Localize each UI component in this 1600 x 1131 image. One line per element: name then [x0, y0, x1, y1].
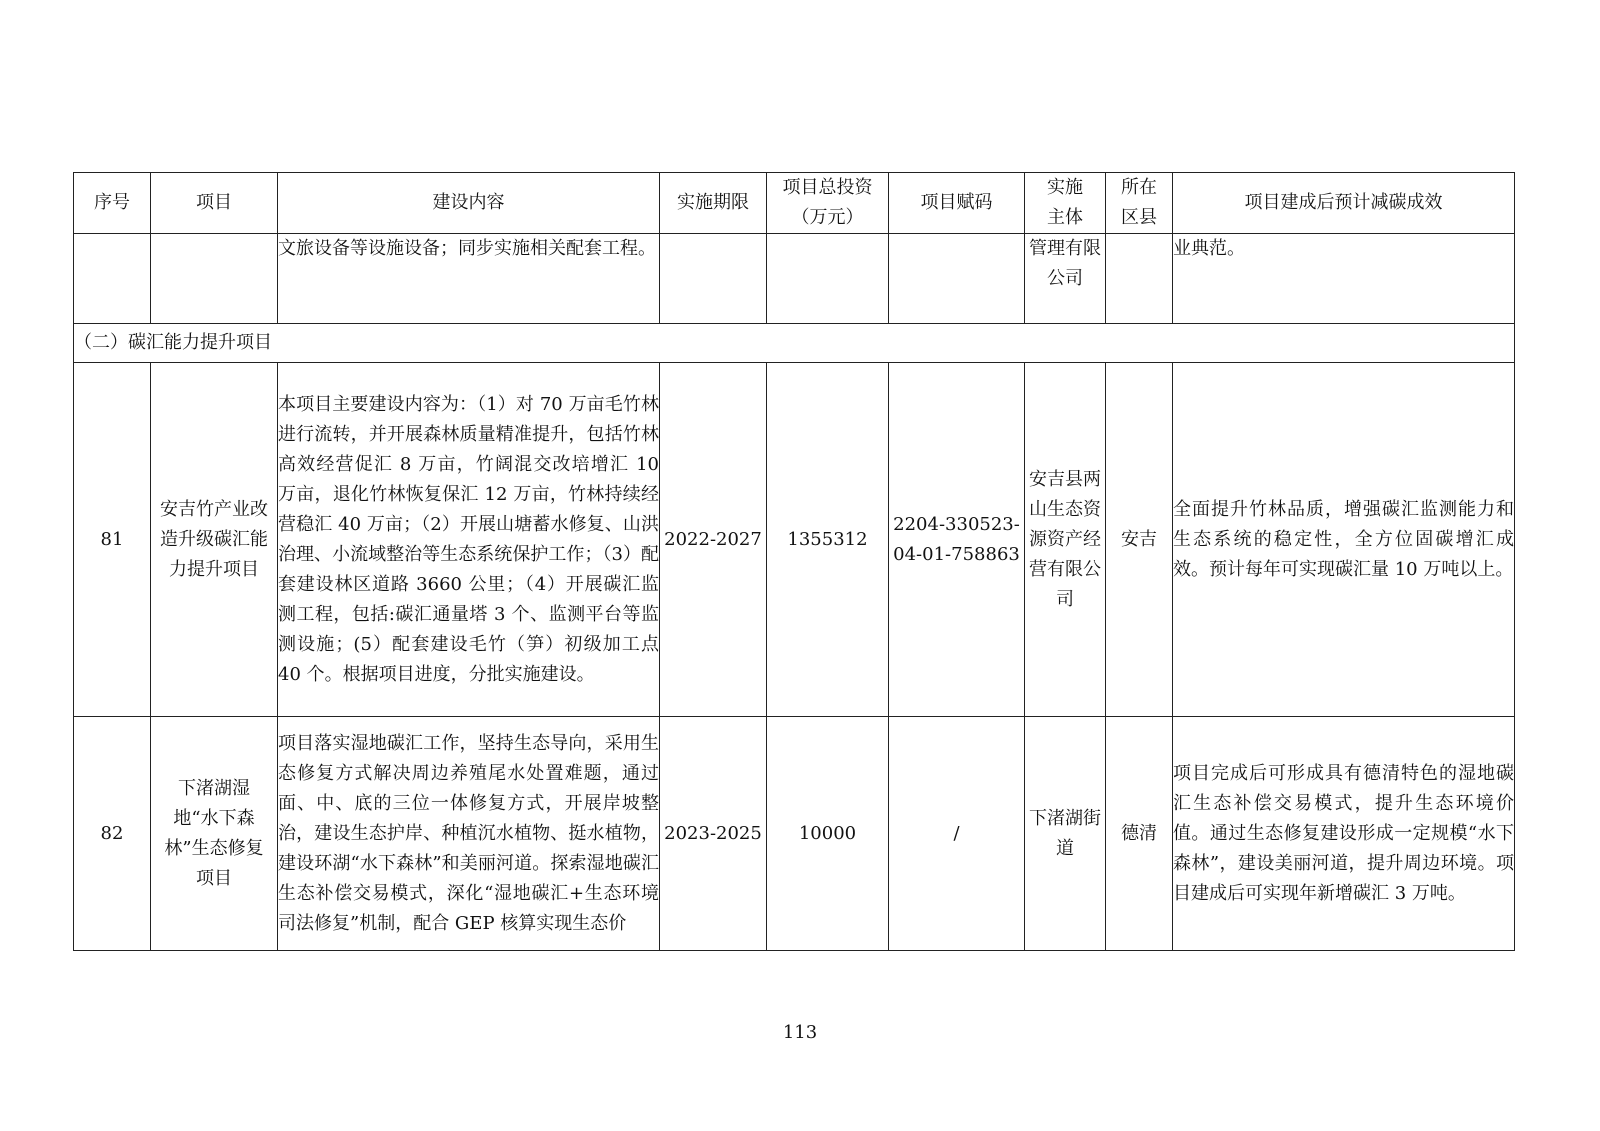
cell-content: 文旅设备等设施设备；同步实施相关配套工程。	[278, 234, 660, 324]
header-investment-line1: 项目总投资	[782, 177, 873, 198]
cell-effect: 项目完成后可形成具有德清特色的湿地碳汇生态补偿交易模式，提升生态环境价值。通过生态修复建设形成一定规模“水下森林”，建设美丽河道，提升周边环境。项目建成后可实现年新增碳汇 3 万吨。	[1173, 717, 1515, 951]
cell-project: 安吉竹产业改造升级碳汇能力提升项目	[151, 363, 278, 717]
header-entity-line1: 实施	[1047, 177, 1083, 198]
header-district	[1106, 173, 1173, 234]
cell-effect: 全面提升竹林品质，增强碳汇监测能力和生态系统的稳定性，全方位固碳增汇成效。预计每年可实现碳汇量 10 万吨以上。	[1173, 363, 1515, 717]
cell-seq: 81	[74, 363, 151, 717]
cell-entity: 下渚湖街道	[1025, 717, 1106, 951]
cell-period	[660, 234, 767, 324]
cell-effect: 业典范。	[1173, 234, 1515, 324]
table-header-row	[74, 173, 1515, 234]
project-table	[73, 172, 1515, 951]
header-entity-line2: 主体	[1047, 207, 1083, 228]
header-investment-line2: （万元）	[791, 207, 864, 228]
cell-district	[1106, 234, 1173, 324]
cell-period: 2023-2025	[660, 717, 767, 951]
cell-district: 安吉	[1106, 363, 1173, 717]
cell-seq	[74, 234, 151, 324]
cell-project	[151, 234, 278, 324]
code-line1: 2204-330523-	[893, 513, 1020, 535]
header-entity	[1025, 173, 1106, 234]
header-effect: 项目建成后预计减碳成效	[1173, 173, 1515, 234]
cell-project: 下渚湖湿地“水下森林”生态修复项目	[151, 717, 278, 951]
cell-code	[889, 363, 1025, 717]
cell-code	[889, 234, 1025, 324]
header-investment	[767, 173, 889, 234]
table-row-82	[74, 717, 1515, 951]
cell-investment: 10000	[767, 717, 889, 951]
header-project: 项目	[151, 173, 278, 234]
header-seq: 序号	[74, 173, 151, 234]
cell-investment: 1355312	[767, 363, 889, 717]
table-row-81	[74, 363, 1515, 717]
cell-code	[889, 717, 1025, 951]
header-district-line1: 所在	[1121, 177, 1157, 198]
cell-entity: 管理有限公司	[1025, 234, 1106, 324]
header-content: 建设内容	[278, 173, 660, 234]
cell-period: 2022-2027	[660, 363, 767, 717]
cell-investment	[767, 234, 889, 324]
section-title: （二）碳汇能力提升项目	[74, 324, 1515, 363]
code-line1: /	[953, 822, 960, 844]
cell-district: 德清	[1106, 717, 1173, 951]
header-code: 项目赋码	[889, 173, 1025, 234]
cell-entity: 安吉县两山生态资源资产经营有限公司	[1025, 363, 1106, 717]
header-period: 实施期限	[660, 173, 767, 234]
section-row	[74, 324, 1515, 363]
cell-content: 项目落实湿地碳汇工作，坚持生态导向，采用生态修复方式解决周边养殖尾水处置难题，通过面、中、底的三位一体修复方式，开展岸坡整治，建设生态护岸、种植沉水植物、挺水植物，建设环湖“水下森林”和美丽河道。探索湿地碳汇生态补偿交易模式，深化“湿地碳汇+生态环境司法修复”机制，配合 GEP 核算实现生态价	[278, 717, 660, 951]
table-row-continuation	[74, 234, 1515, 324]
cell-content: 本项目主要建设内容为：（1）对 70 万亩毛竹林进行流转，并开展森林质量精准提升，包括竹林高效经营促汇 8 万亩，竹阔混交改培增汇 10 万亩，退化竹林恢复保汇 12 万亩，竹林持续经营稳汇 40 万亩；（2）开展山塘蓄水修复、山洪治理、小流域整治等生态系统保护工作；（3）配套建设林区道路 3660 公里；（4）开展碳汇监测工程，包括:碳汇通量塔 3 个、监测平台等监测设施；(5）配套建设毛竹（笋）初级加工点 40 个。根据项目进度，分批实施建设。	[278, 363, 660, 717]
code-line2: 04-01-758863	[893, 543, 1020, 565]
header-district-line2: 区县	[1121, 207, 1157, 228]
page-number: 113	[782, 1022, 818, 1043]
cell-seq: 82	[74, 717, 151, 951]
